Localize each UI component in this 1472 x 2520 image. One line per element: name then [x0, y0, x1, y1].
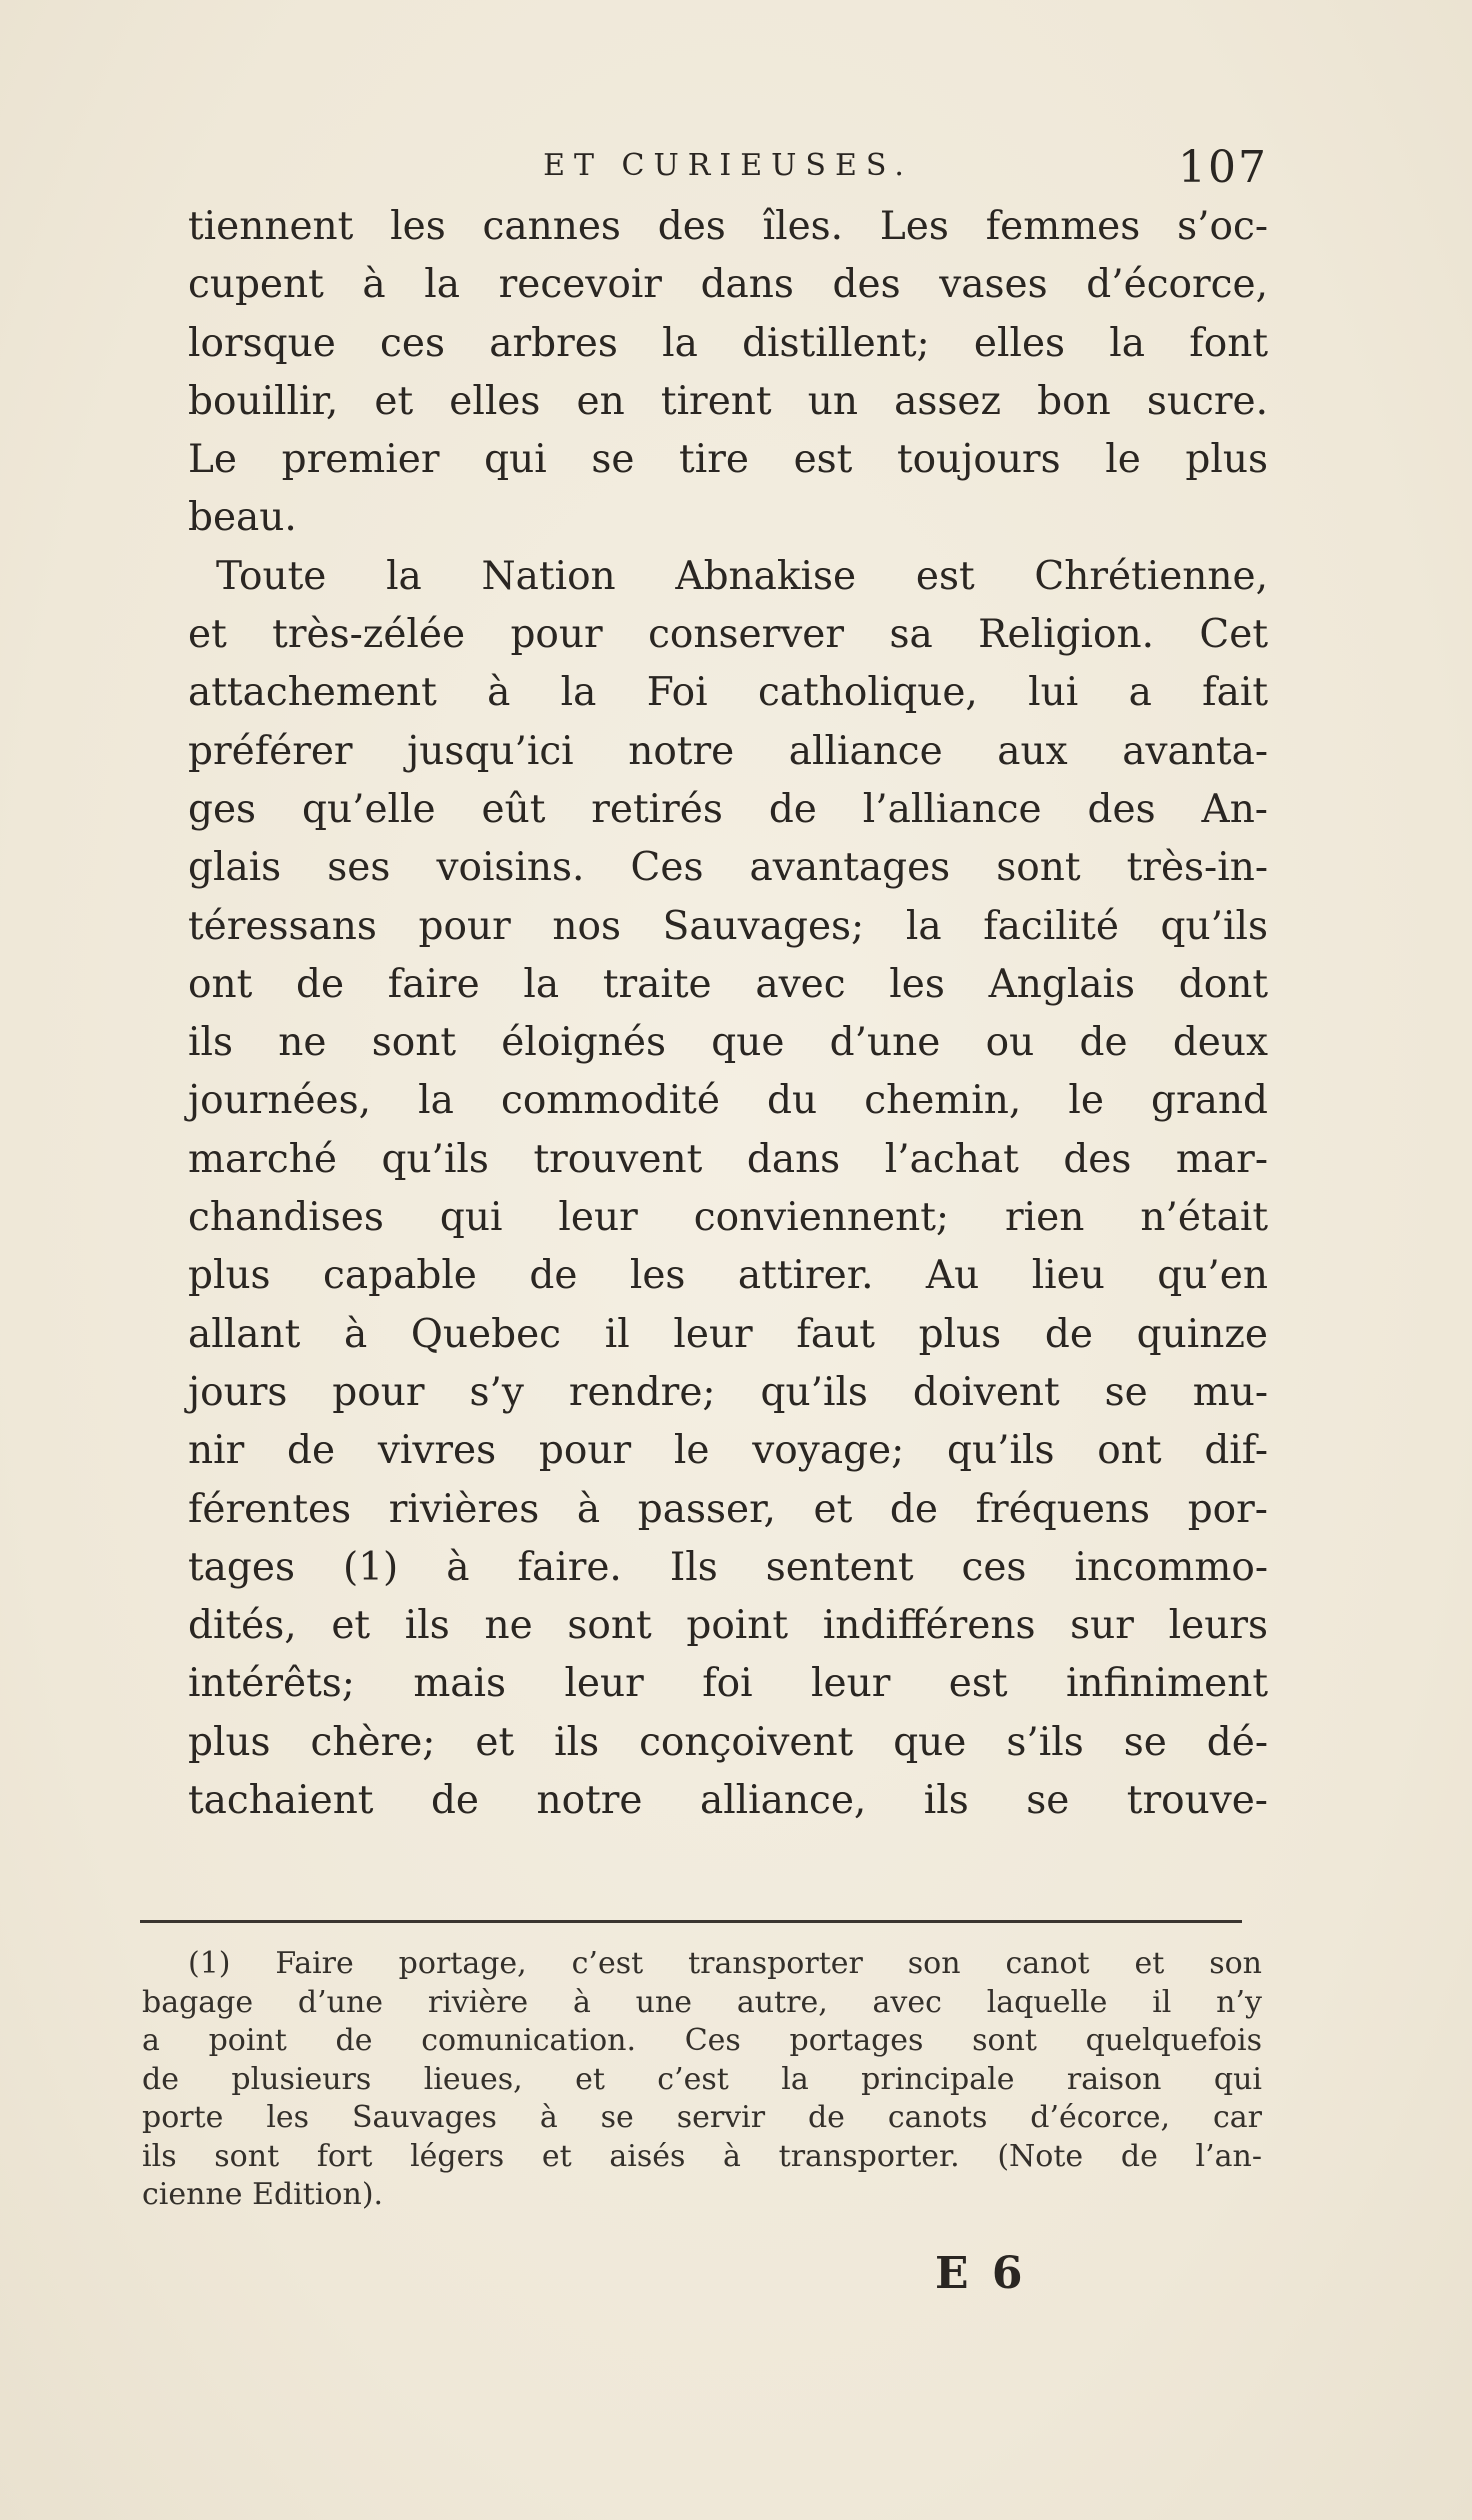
running-head	[188, 142, 1268, 192]
footnote	[142, 1945, 1262, 2215]
text-line: plus capable de les attirer. Au lieu qu’en	[188, 1253, 1268, 1299]
text-line: tiennent les cannes des îles. Les femmes s’oc-	[188, 204, 1268, 249]
text-line: Le premier qui se tire est toujours le plus	[188, 437, 1268, 483]
text-line: attachement à la Foi catholique, lui a fait	[188, 670, 1268, 716]
text-line: téressans pour nos Sauvages; la facilité qu’ils	[188, 903, 1268, 949]
text-line: ils ne sont éloignés que d’une ou de deux	[188, 1020, 1268, 1066]
text-line: nir de vivres pour le voyage; qu’ils ont dif-	[188, 1428, 1268, 1474]
text-line: glais ses voisins. Ces avantages sont très-in-	[188, 845, 1268, 891]
text-line: bouillir, et elles en tirent un assez bon sucre.	[188, 378, 1268, 424]
text-line: chandises qui leur conviennent; rien n’était	[188, 1195, 1268, 1241]
text-line: ges qu’elle eût retirés de l’alliance des An-	[188, 786, 1268, 832]
text-line: ont de faire la traite avec les Anglais dont	[188, 961, 1268, 1007]
signature-mark: E 6	[935, 2248, 1027, 2299]
page-number: 107	[1178, 142, 1268, 193]
text-line: intérêts; mais leur foi leur est infiniment	[188, 1661, 1268, 1707]
text-line: jours pour s’y rendre; qu’ils doivent se mu-	[188, 1369, 1268, 1415]
text-line: allant à Quebec il leur faut plus de quinze	[188, 1311, 1268, 1357]
text-line: beau.	[188, 495, 297, 541]
footnote-divider	[140, 1920, 1242, 1923]
text-line: dités, et ils ne sont point indifférens sur leurs	[188, 1603, 1268, 1649]
footnote-line: porte les Sauvages à se servir de canots d’écorce, car	[142, 2100, 1262, 2135]
footnote-line: bagage d’une rivière à une autre, avec laquelle il n’y	[142, 1984, 1262, 2020]
text-line: tachaient de notre alliance, ils se trouve-	[188, 1778, 1268, 1824]
footnote-line: de plusieurs lieues, et c’est la principale raison qui	[142, 2061, 1262, 2097]
footnote-line: cienne Edition).	[142, 2177, 384, 2212]
text-line: préférer jusqu’ici notre alliance aux avanta-	[188, 728, 1268, 774]
text-line: plus chère; et ils conçoivent que s’ils se dé-	[188, 1719, 1268, 1765]
text-line: Toute la Nation Abnakise est Chrétienne,	[216, 553, 1268, 599]
text-line: lorsque ces arbres la distillent; elles la font	[188, 320, 1268, 366]
footnote-line: a point de comunication. Ces portages sont quelquefois	[142, 2023, 1262, 2058]
text-line: marché qu’ils trouvent dans l’achat des mar-	[188, 1136, 1268, 1182]
text-line: férentes rivières à passer, et de fréquens por-	[188, 1486, 1268, 1532]
text-line: tages (1) à faire. Ils sentent ces incommo-	[188, 1544, 1268, 1590]
text-line: journées, la commodité du chemin, le grand	[188, 1078, 1268, 1124]
footnote-line: ils sont fort légers et aisés à transporter. (Note de l’an-	[142, 2138, 1262, 2174]
text-line: et très-zélée pour conserver sa Religion. Cet	[188, 612, 1268, 658]
footnote-line: (1) Faire portage, c’est transporter son canot et son	[188, 1946, 1262, 1981]
running-title: ET CURIEUSES.	[543, 148, 913, 183]
text-line: cupent à la recevoir dans des vases d’écorce,	[188, 262, 1268, 308]
body-text	[188, 198, 1268, 1830]
